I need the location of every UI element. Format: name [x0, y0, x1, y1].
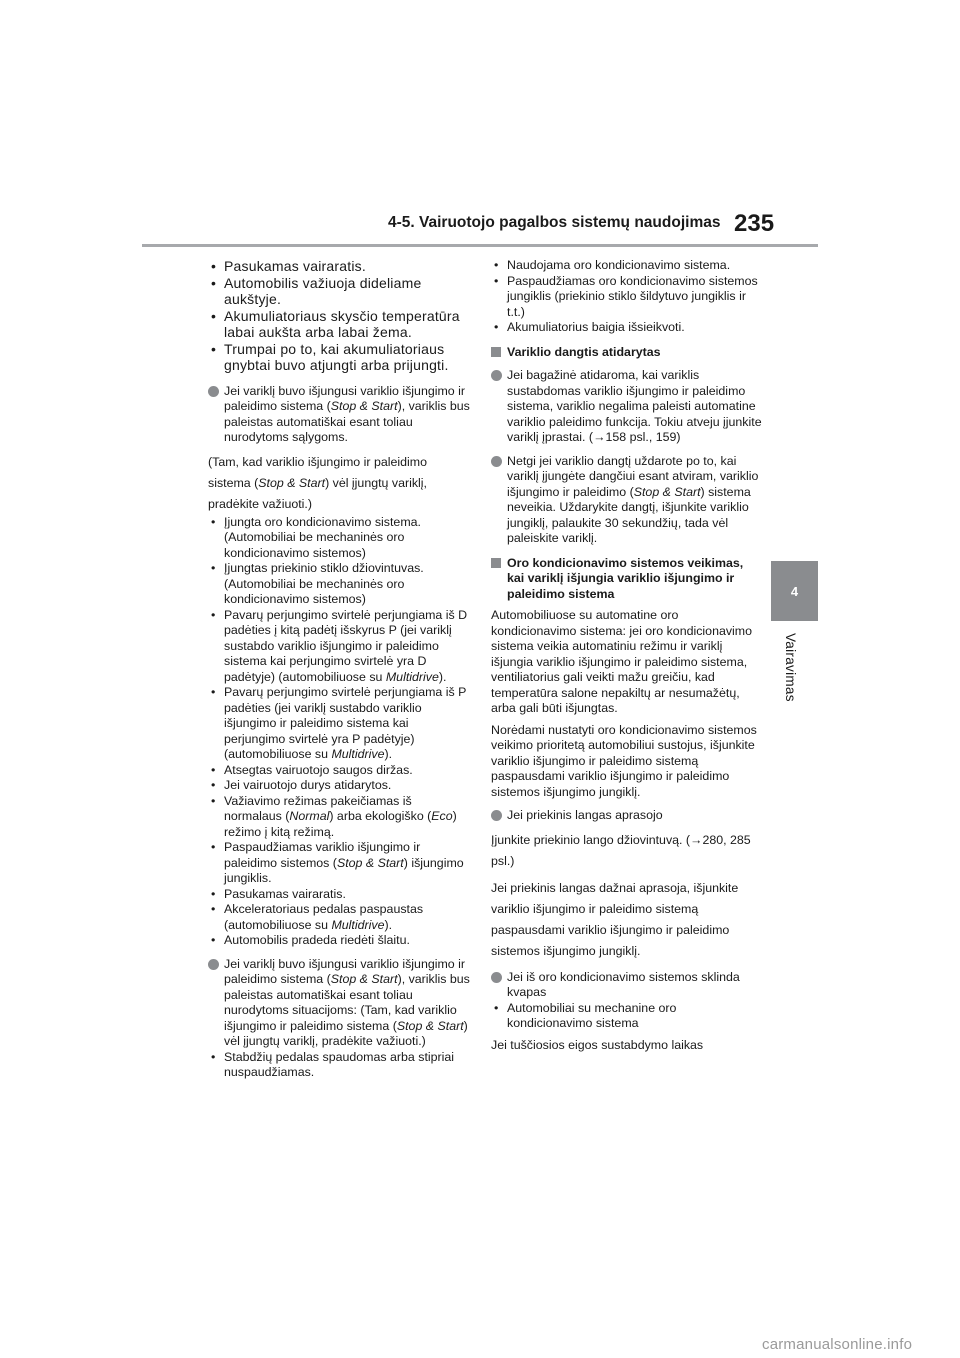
- list-item: • Stabdžių pedalas spaudomas arba stipriai nuspaudžiamas.: [208, 1050, 470, 1081]
- chapter-label: Vairavimas: [783, 633, 798, 702]
- list-item: • Atsegtas vairuotojo saugos diržas.: [208, 763, 470, 779]
- paragraph: Automobiliuose su automatine oro kondicionavimo sistema: jei oro kondicionavimo sistema veikia automatiniu režimu ir variklį išjungia variklio išjungimo ir paleidimo sistema, ventiliatorius gali veikti mažu greičiu, kad temperatūra salone nepakiltų ar nesumažėtų, arba gali būti išjungtas.: [491, 608, 753, 715]
- list-item: • Pasukamas vairaratis.: [208, 887, 470, 903]
- paragraph: Įjunkite priekinio lango džiovintuvą. (→280, 285 psl.): [491, 832, 751, 868]
- left-column: [208, 258, 470, 1081]
- circle-bullet-icon: [491, 972, 502, 983]
- paragraph: Norėdami nustatyti oro kondicionavimo sistemos veikimo prioritetą automobiliui sustojus, išjunkite variklio išjungimo ir paleidimo sistemą paspausdami variklio išjungimo ir paleidimo sistemos išjungimo jungiklį.: [491, 722, 757, 799]
- square-bullet-icon: [491, 558, 501, 568]
- paragraph: Jei tuščiosios eigos sustabdymo laikas: [491, 1037, 704, 1052]
- list-item: • Trumpai po to, kai akumuliatoriaus gnybtai buvo atjungti arba prijungti.: [208, 341, 470, 374]
- condition-bullet-list: [208, 515, 470, 949]
- section-heading-hood-open: Variklio dangtis atidarytas: [491, 345, 763, 361]
- list-item: • Akceleratoriaus pedalas paspaustas (automobiliuose su Multidrive).: [208, 902, 470, 933]
- square-bullet-icon: [491, 347, 501, 357]
- list-item: • Pasukamas vairaratis.: [208, 258, 470, 275]
- circle-bullet-icon: [491, 810, 502, 821]
- header-divider: [142, 244, 818, 247]
- list-item: • Akumuliatorius baigia išsieikvoti.: [491, 320, 763, 336]
- paragraph: Jei priekinis langas dažnai aprasoja, išjunkite variklio išjungimo ir paleidimo sistemą paspausdami variklio išjungimo ir paleidimo sistemos išjungimo jungiklį.: [491, 880, 739, 958]
- note-ac-odor: Jei iš oro kondicionavimo sistemos sklinda kvapas: [491, 970, 763, 1001]
- circle-bullet-icon: [208, 959, 219, 970]
- page-number: 235: [734, 210, 775, 237]
- note-window-fogged: Jei priekinis langas aprasojo: [491, 808, 763, 824]
- note-restart-conditions: Jei variklį buvo išjungusi variklio išjungimo ir paleidimo sistema (Stop & Start), variklis bus paleistas automatiškai esant toliau nurodytoms sąlygoms.: [208, 384, 470, 446]
- right-column: [491, 258, 763, 1053]
- list-item: • Automobilis važiuoja dideliame aukštyje.: [208, 275, 470, 308]
- note-restart-situations: Jei variklį buvo išjungusi variklio išjungimo ir paleidimo sistema (Stop & Start), variklis bus paleistas automatiškai esant toliau nurodytoms situacijoms: (Tam, kad variklio išjungimo ir paleidimo sistema (Stop & Start) vėl įjungtų variklį, pradėkite važiuoti.): [208, 957, 470, 1050]
- list-item: • Įjungtas priekinio stiklo džiovintuvas. (Automobiliai be mechaninės oro kondicionavimo sistemos): [208, 561, 470, 608]
- list-item: • Paspaudžiamas variklio išjungimo ir paleidimo sistemos (Stop & Start) išjungimo jungiklis.: [208, 840, 470, 887]
- list-item: • Jei vairuotojo durys atidarytos.: [208, 778, 470, 794]
- circle-bullet-icon: [491, 456, 502, 467]
- top-bullet-list: [491, 258, 763, 336]
- odor-bullet-list: [491, 1001, 763, 1032]
- section-title: 4-5. Vairuotojo pagalbos sistemų naudojimas: [388, 214, 721, 231]
- watermark: carmanualsonline.info: [762, 1336, 913, 1353]
- list-item: • Važiavimo režimas pakeičiamas iš normalaus (Normal) arba ekologiško (Eco) režimo į kitą režimą.: [208, 794, 470, 841]
- note-trunk-open: Jei bagažinė atidaroma, kai variklis sustabdomas variklio išjungimo ir paleidimo sistema, variklio negalima paleisti automatine variklio paleidimo funkcija. Tokiu atveju įjunkite variklį įprastai. (→158 psl., 159): [491, 368, 763, 446]
- chapter-tab[interactable]: 4: [771, 561, 818, 621]
- list-item: • Įjungta oro kondicionavimo sistema. (Automobiliai be mechaninės oro kondicionavimo sistemos): [208, 515, 470, 562]
- list-item: • Paspaudžiamas oro kondicionavimo sistemos jungiklis (priekinio stiklo šildytuvo jungiklis ir t.t.): [491, 274, 763, 321]
- circle-bullet-icon: [208, 386, 219, 397]
- situation-bullet-list: [208, 1050, 470, 1081]
- list-item: • Automobilis pradeda riedėti šlaitu.: [208, 933, 470, 949]
- list-item: • Pavarų perjungimo svirtelė perjungiama iš P padėties (jei variklį sustabdo variklio išjungimo ir paleidimo sistema kai perjungimo svirtelė yra P padėtyje) (automobiliuose su Multidrive).: [208, 685, 470, 763]
- paragraph: (Tam, kad variklio išjungimo ir paleidimo sistema (Stop & Start) vėl įjungtų variklį, pradėkite važiuoti.): [208, 454, 427, 511]
- list-item: • Pavarų perjungimo svirtelė perjungiama iš D padėties į kitą padėtį išskyrus P (jei variklį sustabdo variklio išjungimo ir paleidimo sistema kai perjungimo svirtelė yra D padėtyje) (automobiliuose su Multidrive).: [208, 608, 470, 686]
- section-heading-air-conditioning: Oro kondicionavimo sistemos veikimas, kai variklį išjungia variklio išjungimo ir paleidimo sistema: [491, 556, 763, 603]
- intro-bullet-list: [208, 258, 470, 374]
- list-item: • Akumuliatoriaus skysčio temperatūra labai aukšta arba labai žema.: [208, 308, 470, 341]
- list-item: • Automobiliai su mechanine oro kondicionavimo sistema: [491, 1001, 763, 1032]
- list-item: • Naudojama oro kondicionavimo sistema.: [491, 258, 763, 274]
- circle-bullet-icon: [491, 370, 502, 381]
- note-hood-closed: Netgi jei variklio dangtį uždarote po to, kai variklį įjungėte dangčiui esant atviram, variklio išjungimo ir paleidimo (Stop & Start) sistema neveikia. Uždarykite dangtį, išjunkite variklio jungiklį, palaukite 30 sekundžių, tada vėl paleiskite variklį.: [491, 454, 763, 547]
